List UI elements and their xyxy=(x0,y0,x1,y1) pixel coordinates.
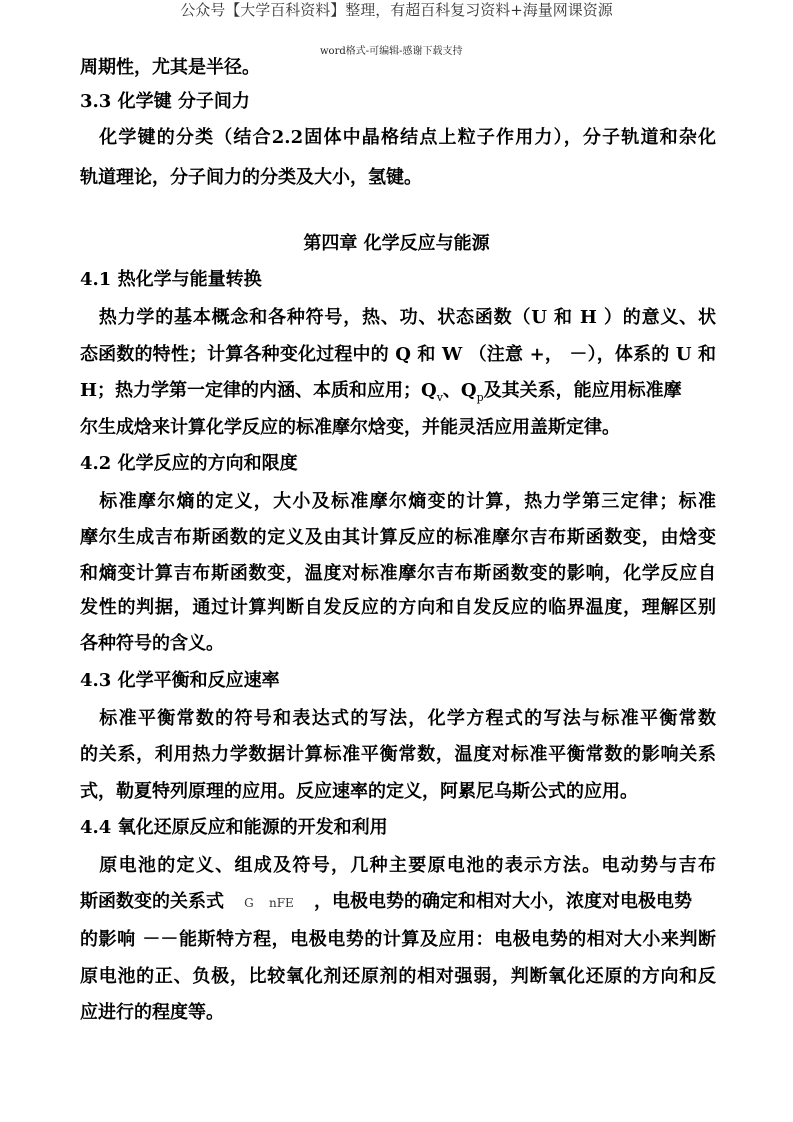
paragraph-line: 尔生成焓来计算化学反应的标准摩尔焓变，并能灵活应用盖斯定律。 xyxy=(80,417,620,438)
paragraph-line: 式，勒夏特列原理的应用。反应速率的定义，阿累尼乌斯公式的应用。 xyxy=(80,781,638,802)
section-heading-4-1: 4.1 热化学与能量转换 xyxy=(80,269,262,290)
section-heading-4-3: 4.3 化学平衡和反应速率 xyxy=(80,670,280,691)
paragraph-line: 标准平衡常数的符号和表达式的写法，化学方程式的写法与标准平衡常数 xyxy=(80,708,716,729)
text: 斯函数变的关系式 xyxy=(80,891,224,912)
paragraph-line: 的影响 －－能斯特方程，电极电势的计算及应用：电极电势的相对大小来判断 xyxy=(80,929,716,950)
paragraph-line: 周期性，尤其是半径。 xyxy=(80,57,260,78)
paragraph-line: 的关系，利用热力学数据计算标准平衡常数，温度对标准平衡常数的影响关系 xyxy=(80,744,716,765)
subscript-v: v xyxy=(436,391,443,404)
paragraph-line: 化学键的分类（结合2.2固体中晶格结点上粒子作用力），分子轨道和杂化 xyxy=(80,127,716,148)
text: 、Q xyxy=(442,380,477,401)
paragraph-line: 标准摩尔熵的定义，大小及标准摩尔熵变的计算，热力学第三定律；标准 xyxy=(80,491,716,512)
text: 及其关系，能应用标准摩 xyxy=(483,380,682,401)
text: ，电极电势的确定和相对大小，浓度对电极电势 xyxy=(314,891,692,912)
paragraph-line xyxy=(80,890,716,915)
paragraph-line: 轨道理论，分子间力的分类及大小，氢键。 xyxy=(80,167,422,188)
text: H；热力学第一定律的内涵、本质和应用；Q xyxy=(80,380,437,401)
formula: G nFE xyxy=(244,896,294,910)
paragraph-line: 应进行的程度等。 xyxy=(80,1002,224,1023)
paragraph-line: 热力学的基本概念和各种符号，热、功、状态函数（U 和 H ）的意义、状 xyxy=(80,307,716,328)
page-header: 公众号【大学百科资料】整理，有超百科复习资料+海量网课资源 xyxy=(180,1,613,19)
paragraph-line: 和熵变计算吉布斯函数变，温度对标准摩尔吉布斯函数变的影响，化学反应自 xyxy=(80,563,716,584)
paragraph-line: 态函数的特性；计算各种变化过程中的 Q 和 W （注意 +， －），体系的 U 和 xyxy=(80,344,716,365)
paragraph-line xyxy=(80,379,716,410)
paragraph-line: 各种符号的含义。 xyxy=(80,633,224,654)
paragraph-line: 原电池的定义、组成及符号，几种主要原电池的表示方法。电动势与吉布 xyxy=(80,855,716,876)
paragraph-line: 原电池的正、负极，比较氧化剂还原剂的相对强弱，判断氧化还原的方向和反 xyxy=(80,966,716,987)
paragraph-line: 发性的判据，通过计算判断自发反应的方向和自发反应的临界温度，理解区别 xyxy=(80,597,716,618)
section-heading-4-4: 4.4 氧化还原反应和能源的开发和利用 xyxy=(80,817,388,838)
section-heading-4-2: 4.2 化学反应的方向和限度 xyxy=(80,453,298,474)
section-heading-3-3: 3.3 化学键 分子间力 xyxy=(80,91,250,112)
chapter-title: 第四章 化学反应与能源 xyxy=(303,233,490,254)
paragraph-line: 摩尔生成吉布斯函数的定义及由其计算反应的标准摩尔吉布斯函数变，由焓变 xyxy=(80,527,716,548)
watermark: word格式-可编辑-感谢下载支持 xyxy=(320,46,463,57)
subscript-p: p xyxy=(476,391,484,404)
